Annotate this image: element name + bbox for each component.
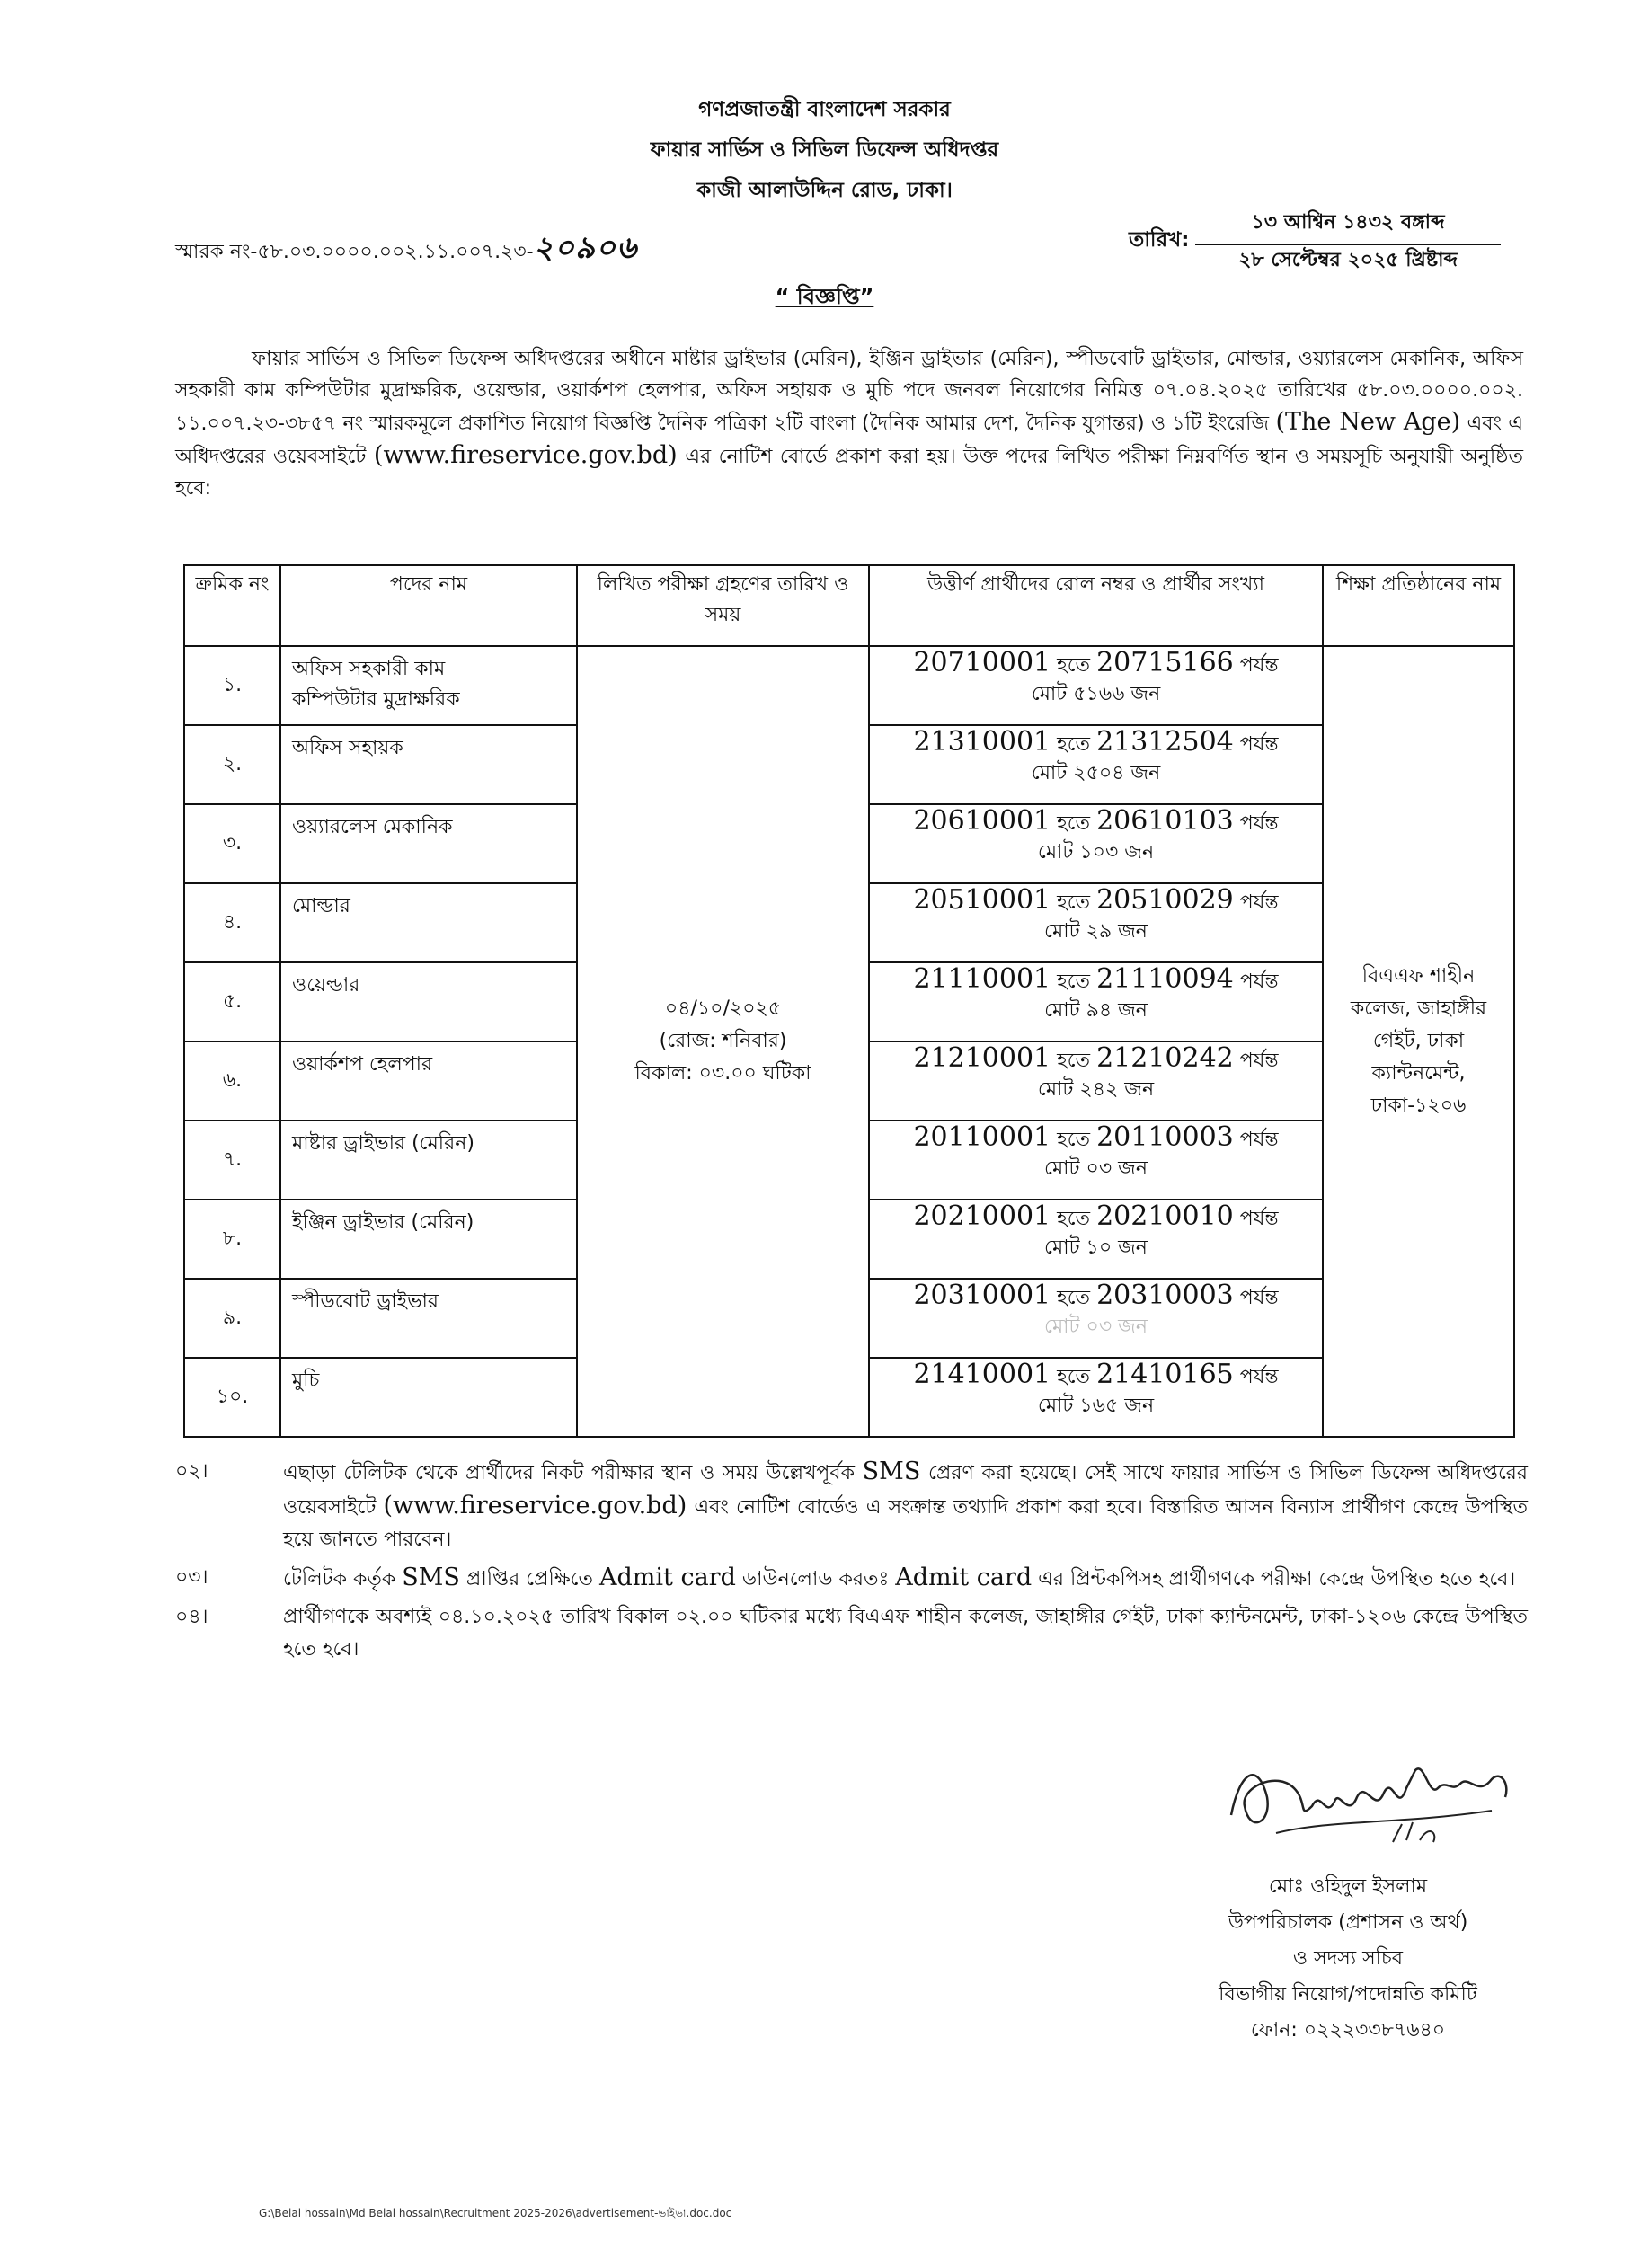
roll-to: 20510029 [1096, 884, 1234, 916]
intro-text-2: এবং এ অধিদপ্তরের ওয়েবসাইটে [175, 412, 1524, 468]
header-exam-time: লিখিত পরীক্ষা গ্রহণের তারিখ ও সময় [577, 565, 869, 646]
from-word: হতে [1057, 970, 1091, 993]
roll-total: মোট ১০ জন [1044, 1236, 1148, 1259]
row-post [280, 646, 577, 725]
row-serial: ১০. [184, 1358, 280, 1437]
roll-to: 21110094 [1096, 963, 1234, 995]
row-serial: ৮. [184, 1200, 280, 1279]
date-gregorian: ২৮ সেপ্টেম্বর ২০২৫ খ্রিষ্টাব্দ [1238, 249, 1458, 271]
row-serial: ৩. [184, 804, 280, 883]
row-roll [869, 883, 1323, 962]
intro-paragraph [175, 343, 1523, 504]
roll-to: 20310003 [1096, 1280, 1234, 1311]
to-word: পর্যন্ত [1239, 970, 1279, 993]
row-post: অফিস সহায়ক [280, 725, 577, 804]
header-roll: উত্তীর্ণ প্রার্থীদের রোল নম্বর ও প্রার্থীর সংখ্যা [869, 565, 1323, 646]
roll-total: মোট ০৩ জন [1044, 1316, 1148, 1338]
point-item [175, 1456, 1528, 1556]
signatory-name: মোঃ ওহিদুল ইসলাম [1268, 1875, 1428, 1898]
signatory-role: ও সদস্য সচিব [1292, 1947, 1404, 1970]
point-number: ০৩। [175, 1566, 208, 1589]
row-post: ওয়েল্ডার [280, 962, 577, 1041]
row-post: ইঞ্জিন ড্রাইভার (মেরিন) [280, 1200, 577, 1279]
venue-cell: বিএএফ শাহীন কলেজ, জাহাঙ্গীর গেইট, ঢাকা ক্যান্টনমেন্ট, ঢাকা-১২০৬ [1323, 646, 1514, 1437]
point-number: ০২। [175, 1460, 208, 1483]
row-serial: ৫. [184, 962, 280, 1041]
point-item [175, 1601, 1528, 1666]
to-word: পর্যন্ত [1239, 1366, 1279, 1388]
memo-label: স্মারক নং-৫৮.০৩.০০০০.০০২.১১.০০৭.২৩- [175, 241, 534, 263]
point-text [283, 1456, 1528, 1556]
point-text-en1: SMS [402, 1564, 460, 1591]
point-text-b: প্রাপ্তির প্রেক্ষিতে [465, 1568, 593, 1590]
handwritten-signature [1222, 1734, 1519, 1860]
row-roll [869, 725, 1323, 804]
header-serial: ক্রমিক নং [184, 565, 280, 646]
to-word: পর্যন্ত [1239, 733, 1279, 756]
from-word: হতে [1057, 1050, 1091, 1072]
roll-from: 20510001 [913, 884, 1051, 916]
point-text-en2: Admit card [599, 1564, 736, 1591]
roll-total: মোট ০৩ জন [1044, 1157, 1148, 1180]
footer-file-path: G:\Belal hossain\Md Belal hossain\Recruitment 2025-2026\advertisement-ভাইভা.doc.doc [259, 2207, 732, 2219]
date-label: তারিখ: [1129, 228, 1190, 252]
table-row [184, 646, 1514, 725]
roll-from: 21410001 [913, 1359, 1051, 1390]
point-text-d: এর প্রিন্টকপিসহ প্রার্থীগণকে পরীক্ষা কেন্দ্রে উপস্থিত হতে হবে। [1038, 1568, 1516, 1590]
to-word: পর্যন্ত [1239, 1129, 1279, 1151]
point-text-en2: (www.fireservice.gov.bd) [383, 1492, 687, 1519]
signatory-committee: বিভাগীয় নিয়োগ/পদোন্নতি কমিটি [1219, 1983, 1477, 2006]
to-word: পর্যন্ত [1239, 654, 1279, 677]
intro-website: (www.fireservice.gov.bd) [373, 441, 678, 469]
row-serial: ৬. [184, 1041, 280, 1121]
exam-schedule-table [183, 564, 1515, 1438]
roll-from: 20110001 [913, 1121, 1051, 1153]
exam-date-time-cell [577, 646, 869, 1437]
row-serial: ২. [184, 725, 280, 804]
memo-number [175, 225, 637, 276]
point-text-b: প্রেরণ করা হয়েছে। সেই সাথে ফায়ার সার্ভিস ও সিভিল ডিফেন্স অধিদপ্তরের ওয়েবসাইটে [283, 1462, 1528, 1519]
from-word: হতে [1057, 812, 1091, 835]
row-roll [869, 1041, 1323, 1121]
office-header-line1: গণপ্রজাতন্ত্রী বাংলাদেশ সরকার [698, 98, 951, 121]
roll-from: 20610001 [913, 805, 1051, 837]
point-item [175, 1562, 1528, 1596]
point-text-a: টেলিটক কর্তৃক [283, 1568, 396, 1590]
from-word: হতে [1057, 654, 1091, 677]
from-word: হতে [1057, 1129, 1091, 1151]
row-roll [869, 1279, 1323, 1358]
row-post: ওয়্যারলেস মেকানিক [280, 804, 577, 883]
roll-from: 20310001 [913, 1280, 1051, 1311]
roll-total: মোট ২৯ জন [1044, 920, 1148, 943]
from-word: হতে [1057, 891, 1091, 914]
roll-to: 20210010 [1096, 1200, 1234, 1232]
post-line-2: কম্পিউটার মুদ্রাক্ষরিক [292, 688, 460, 711]
row-roll [869, 646, 1323, 725]
row-roll [869, 804, 1323, 883]
roll-to: 21210242 [1096, 1042, 1234, 1074]
row-serial: ৭. [184, 1121, 280, 1200]
row-post: মোল্ডার [280, 883, 577, 962]
roll-total: মোট ৯৪ জন [1044, 999, 1148, 1022]
roll-total: মোট ১০৩ জন [1037, 841, 1155, 864]
office-header-line2: ফায়ার সার্ভিস ও সিভিল ডিফেন্স অধিদপ্তর [650, 138, 999, 162]
intro-text-1: ফায়ার সার্ভিস ও সিভিল ডিফেন্স অধিদপ্তরের অধীনে মাষ্টার ড্রাইভার (মেরিন), ইঞ্জিন ড্রাইভার (মেরিন), স্পীডবোট ড্রাইভার, মোল্ডার, ওয়্যারলেস মেকানিক, অফিস সহকারী কাম কম্পিউটার মুদ্রাক্ষরিক, ওয়েল্ডার, ওয়ার্কশপ হেলপার, অফিস সহায়ক ও মুচি পদে জনবল নিয়োগের নিমিত্ত ০৭.০৪.২০২৫ তারিখের ৫৮.০৩.০০০০.০০২. ১১.০০৭.২৩-৩৮৫৭ নং স্মারকমূলে প্রকাশিত নিয়োগ বিজ্ঞপ্তি দৈনিক পত্রিকা ২টি বাংলা (দৈনিক আমার দেশ, দৈনিক যুগান্তর) ও ১টি ইংরেজি [175, 348, 1523, 435]
roll-to: 20715166 [1096, 647, 1234, 678]
header-post: পদের নাম [280, 565, 577, 646]
intro-text-3: এর নোটিশ বোর্ডে প্রকাশ করা হয়। উক্ত পদের লিখিত পরীক্ষা নিম্নবর্ণিত স্থান ও সময়সূচি অনুযায়ী অনুষ্ঠিত হবে: [175, 446, 1523, 500]
point-text-c: ডাউনলোড করতঃ [741, 1568, 890, 1590]
intro-newspaper: (The New Age) [1275, 408, 1461, 436]
roll-from: 21210001 [913, 1042, 1051, 1074]
signature-block [1159, 1869, 1537, 2049]
point-number: ০৪। [175, 1606, 208, 1628]
header-venue: শিক্ষা প্রতিষ্ঠানের নাম [1323, 565, 1514, 646]
from-word: হতে [1057, 733, 1091, 756]
roll-to: 21410165 [1096, 1359, 1234, 1390]
roll-total: মোট ৫১৬৬ জন [1031, 683, 1161, 705]
roll-total: মোট ১৬৫ জন [1037, 1395, 1155, 1417]
row-post: মুচি [280, 1358, 577, 1437]
table-header-row [184, 565, 1514, 646]
memo-handwritten-number: ২০৯০৬ [533, 230, 638, 266]
exam-date: ০৪/১০/২০২৫ [664, 997, 782, 1020]
date-bangla: ১৩ আশ্বিন ১৪৩২ বঙ্গাব্দ [1195, 207, 1501, 245]
exam-day: (রোজ: শনিবার) [659, 1030, 787, 1052]
point-text-a: এছাড়া টেলিটক থেকে প্রার্থীদের নিকট পরীক্ষার স্থান ও সময় উল্লেখপূর্বক [283, 1462, 855, 1484]
row-roll [869, 1121, 1323, 1200]
to-word: পর্যন্ত [1239, 812, 1279, 835]
from-word: হতে [1057, 1287, 1091, 1309]
roll-from: 20710001 [913, 647, 1051, 678]
office-header-line3: কাজী আলাউদ্দিন রোড, ঢাকা। [696, 179, 953, 202]
point-text: প্রার্থীগণকে অবশ্যই ০৪.১০.২০২৫ তারিখ বিকাল ০২.০০ ঘটিকার মধ্যে বিএএফ শাহীন কলেজ, জাহাঙ্গীর গেইট, ঢাকা ক্যান্টনমেন্ট, ঢাকা-১২০৬ কেন্দ্রে উপস্থিত হতে হবে। [283, 1606, 1528, 1661]
from-word: হতে [1057, 1366, 1091, 1388]
row-post: ওয়ার্কশপ হেলপার [280, 1041, 577, 1121]
point-text [283, 1562, 1528, 1596]
row-serial: ১. [184, 646, 280, 725]
from-word: হতে [1057, 1208, 1091, 1230]
roll-to: 20110003 [1096, 1121, 1234, 1153]
row-roll [869, 1358, 1323, 1437]
notice-points [175, 1456, 1528, 1671]
post-line-1: অফিস সহকারী কাম [292, 658, 446, 680]
exam-time: বিকাল: ০৩.০০ ঘটিকা [634, 1062, 811, 1085]
row-post: স্পীডবোট ড্রাইভার [280, 1279, 577, 1358]
point-text-en1: SMS [862, 1457, 921, 1485]
post-words [292, 654, 565, 685]
row-roll [869, 1200, 1323, 1279]
roll-from: 21110001 [913, 963, 1051, 995]
to-word: পর্যন্ত [1239, 1287, 1279, 1309]
roll-from: 20210001 [913, 1200, 1051, 1232]
roll-from: 21310001 [913, 726, 1051, 757]
notice-title: “ বিজ্ঞপ্তি” [775, 284, 874, 309]
point-text-en3: Admit card [895, 1564, 1033, 1591]
row-post: মাষ্টার ড্রাইভার (মেরিন) [280, 1121, 577, 1200]
roll-to: 21312504 [1096, 726, 1234, 757]
roll-to: 20610103 [1096, 805, 1234, 837]
to-word: পর্যন্ত [1239, 891, 1279, 914]
row-serial: ৯. [184, 1279, 280, 1358]
signatory-designation: উপপরিচালক (প্রশাসন ও অর্থ) [1228, 1911, 1468, 1934]
row-roll [869, 962, 1323, 1041]
to-word: পর্যন্ত [1239, 1050, 1279, 1072]
point-text-c: এবং নোটিশ বোর্ডেও এ সংক্রান্ত তথ্যাদি প্রকাশ করা হবে। বিস্তারিত আসন বিন্যাস প্রার্থীগণ কেন্দ্রে উপস্থিত হয়ে জানতে পারবেন। [283, 1496, 1528, 1551]
roll-total: মোট ২৪২ জন [1037, 1078, 1155, 1101]
signatory-phone: ফোন: ০২২২৩৩৮৭৬৪০ [1250, 2019, 1446, 2042]
roll-total: মোট ২৫০৪ জন [1031, 762, 1161, 784]
to-word: পর্যন্ত [1239, 1208, 1279, 1230]
row-serial: ৪. [184, 883, 280, 962]
